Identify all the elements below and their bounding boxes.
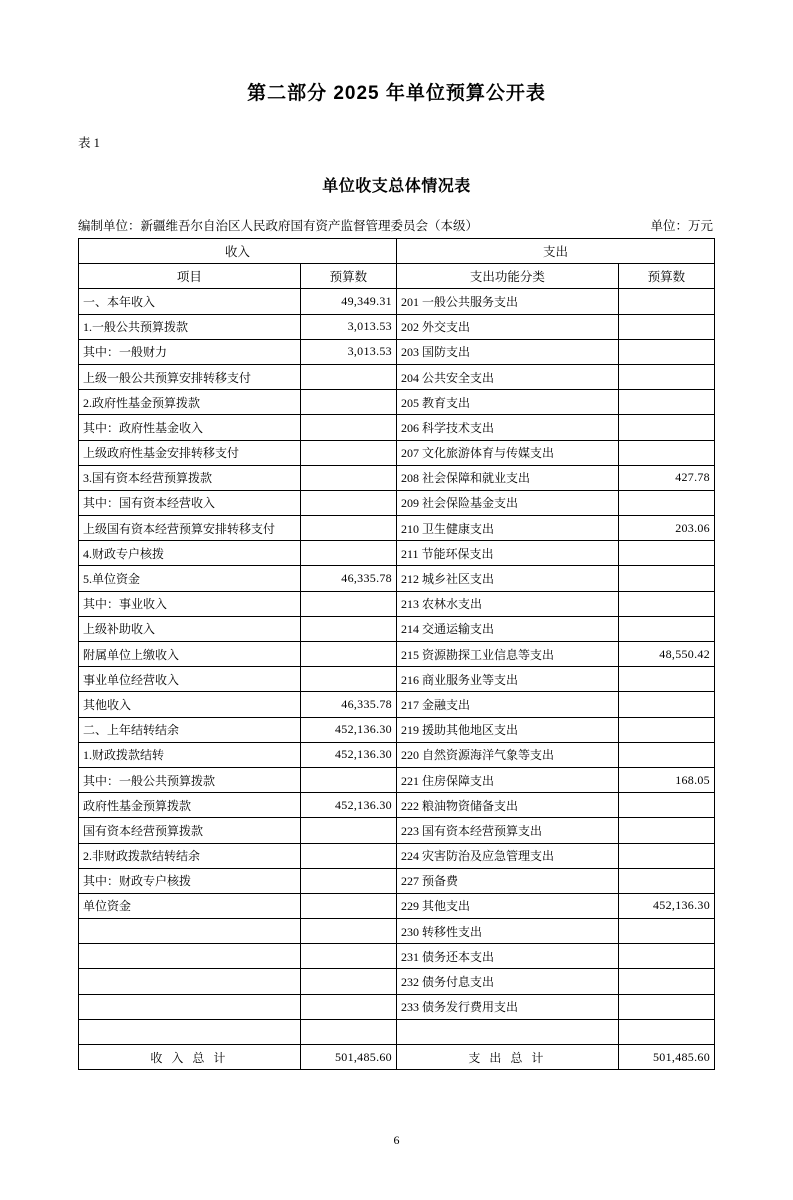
column-header-income-item: 项目 [79,264,301,289]
income-amount-cell [300,667,396,692]
expenditure-amount-cell [618,591,714,616]
table-row [79,314,715,339]
expenditure-amount-cell [618,994,714,1019]
expenditure-amount-cell [618,717,714,742]
income-item-cell: 上级一般公共预算安排转移支付 [79,364,301,389]
table-row [79,843,715,868]
expenditure-item-cell: 208 社会保障和就业支出 [396,465,618,490]
expenditure-item-cell: 215 资源勘探工业信息等支出 [396,642,618,667]
income-amount-cell [300,994,396,1019]
table-meta [78,216,715,234]
table-row [79,667,715,692]
expenditure-amount-cell [618,339,714,364]
table-row [79,1019,715,1044]
income-amount-cell: 452,136.30 [300,717,396,742]
expenditure-item-cell: 201 一般公共服务支出 [396,289,618,314]
expenditure-item-cell: 231 债务还本支出 [396,944,618,969]
column-header-income-amount: 预算数 [300,264,396,289]
income-amount-cell [300,541,396,566]
expenditure-amount-cell [618,490,714,515]
table-head [79,239,715,289]
table-row [79,717,715,742]
expenditure-amount-cell [618,868,714,893]
expenditure-item-cell: 230 转移性支出 [396,919,618,944]
table-row [79,415,715,440]
income-item-cell: 上级政府性基金安排转移支付 [79,440,301,465]
income-item-cell: 2.非财政拨款结转结余 [79,843,301,868]
income-amount-cell [300,390,396,415]
expenditure-item-cell: 202 外交支出 [396,314,618,339]
table-row [79,793,715,818]
expenditure-amount-cell [618,440,714,465]
expenditure-item-cell: 206 科学技术支出 [396,415,618,440]
income-item-cell: 1.财政拨款结转 [79,742,301,767]
table-row [79,440,715,465]
table-row [79,944,715,969]
expenditure-amount-cell [618,793,714,818]
page-title: 第二部分 2025 年单位预算公开表 [247,83,546,104]
total-amount-expenditure: 501,485.60 [618,1045,714,1070]
budget-table [78,238,715,1070]
income-amount-cell [300,364,396,389]
expenditure-item-cell: 227 预备费 [396,868,618,893]
expenditure-amount-cell [618,969,714,994]
income-amount-cell [300,944,396,969]
income-item-cell: 上级国有资本经营预算安排转移支付 [79,516,301,541]
expenditure-item-cell: 224 灾害防治及应急管理支出 [396,843,618,868]
table-row [79,364,715,389]
expenditure-item-cell: 229 其他支出 [396,893,618,918]
income-item-cell: 1.一般公共预算拨款 [79,314,301,339]
expenditure-item-cell: 233 债务发行费用支出 [396,994,618,1019]
table-row [79,390,715,415]
income-amount-cell: 3,013.53 [300,314,396,339]
income-amount-cell [300,969,396,994]
income-item-cell: 其中：国有资本经营收入 [79,490,301,515]
expenditure-amount-cell: 427.78 [618,465,714,490]
table-row [79,541,715,566]
table-group-header-row [79,239,715,264]
expenditure-item-cell: 216 商业服务业等支出 [396,667,618,692]
table-row [79,591,715,616]
table-label: 表 1 [78,136,100,150]
expenditure-amount-cell [618,692,714,717]
table-row [79,616,715,641]
table-body [79,289,715,1045]
table-total-row [79,1045,715,1070]
income-amount-cell [300,516,396,541]
expenditure-item-cell: 203 国防支出 [396,339,618,364]
table-row [79,767,715,792]
income-amount-cell: 452,136.30 [300,742,396,767]
expenditure-amount-cell [618,667,714,692]
income-item-cell: 一、本年收入 [79,289,301,314]
group-header-expenditure: 支出 [396,239,714,264]
expenditure-amount-cell [618,415,714,440]
income-amount-cell [300,818,396,843]
expenditure-amount-cell [618,919,714,944]
expenditure-item-cell: 211 节能环保支出 [396,541,618,566]
expenditure-amount-cell [618,818,714,843]
table-row [79,919,715,944]
income-item-cell: 二、上年结转结余 [79,717,301,742]
table-row [79,818,715,843]
expenditure-amount-cell [618,390,714,415]
expenditure-amount-cell: 203.06 [618,516,714,541]
expenditure-amount-cell [618,1019,714,1044]
table-row [79,868,715,893]
expenditure-item-cell: 221 住房保障支出 [396,767,618,792]
table-row [79,893,715,918]
income-amount-cell: 46,335.78 [300,566,396,591]
expenditure-item-cell: 205 教育支出 [396,390,618,415]
expenditure-amount-cell: 168.05 [618,767,714,792]
income-item-cell [79,1019,301,1044]
expenditure-item-cell: 209 社会保险基金支出 [396,490,618,515]
expenditure-amount-cell [618,843,714,868]
income-amount-cell [300,642,396,667]
income-item-cell [79,919,301,944]
expenditure-item-cell: 232 债务付息支出 [396,969,618,994]
table-row [79,289,715,314]
income-amount-cell [300,843,396,868]
income-amount-cell: 49,349.31 [300,289,396,314]
income-amount-cell: 452,136.30 [300,793,396,818]
total-amount-income: 501,485.60 [300,1045,396,1070]
expenditure-amount-cell: 452,136.30 [618,893,714,918]
expenditure-item-cell: 219 援助其他地区支出 [396,717,618,742]
expenditure-amount-cell [618,364,714,389]
expenditure-amount-cell [618,616,714,641]
table-row [79,742,715,767]
income-amount-cell [300,893,396,918]
income-item-cell: 其中：一般财力 [79,339,301,364]
expenditure-item-cell: 213 农林水支出 [396,591,618,616]
expenditure-item-cell: 214 交通运输支出 [396,616,618,641]
document-page [0,78,793,1200]
income-amount-cell [300,490,396,515]
income-item-cell: 其中：一般公共预算拨款 [79,767,301,792]
income-item-cell: 政府性基金预算拨款 [79,793,301,818]
expenditure-amount-cell: 48,550.42 [618,642,714,667]
page-number: 6 [393,1133,400,1147]
income-item-cell: 2.政府性基金预算拨款 [79,390,301,415]
income-item-cell: 其他收入 [79,692,301,717]
income-item-cell: 其中：财政专户核拨 [79,868,301,893]
total-label-income: 收 入 总 计 [79,1045,301,1070]
table-row [79,339,715,364]
table-row [79,490,715,515]
expenditure-item-cell: 222 粮油物资储备支出 [396,793,618,818]
table-row [79,516,715,541]
income-item-cell [79,994,301,1019]
expenditure-item-cell: 217 金融支出 [396,692,618,717]
income-amount-cell [300,1019,396,1044]
table-row [79,566,715,591]
expenditure-amount-cell [618,742,714,767]
expenditure-item-cell [396,1019,618,1044]
income-item-cell: 国有资本经营预算拨款 [79,818,301,843]
table-row [79,969,715,994]
expenditure-amount-cell [618,566,714,591]
table-row [79,692,715,717]
income-amount-cell [300,868,396,893]
table-row [79,465,715,490]
group-header-income: 收入 [79,239,397,264]
expenditure-amount-cell [618,541,714,566]
expenditure-item-cell: 212 城乡社区支出 [396,566,618,591]
income-amount-cell: 3,013.53 [300,339,396,364]
expenditure-item-cell: 210 卫生健康支出 [396,516,618,541]
income-item-cell: 3.国有资本经营预算拨款 [79,465,301,490]
income-amount-cell [300,616,396,641]
total-label-expenditure: 支 出 总 计 [396,1045,618,1070]
expenditure-item-cell: 207 文化旅游体育与传媒支出 [396,440,618,465]
expenditure-amount-cell [618,289,714,314]
income-amount-cell [300,767,396,792]
income-item-cell [79,969,301,994]
compiler-unit: 编制单位：新疆维吾尔自治区人民政府国有资产监督管理委员会（本级） [78,219,479,233]
income-item-cell [79,944,301,969]
expenditure-item-cell: 220 自然资源海洋气象等支出 [396,742,618,767]
income-item-cell: 事业单位经营收入 [79,667,301,692]
income-amount-cell [300,415,396,440]
expenditure-amount-cell [618,944,714,969]
amount-unit: 单位：万元 [650,219,713,233]
income-item-cell: 4.财政专户核拨 [79,541,301,566]
table-foot [79,1045,715,1070]
income-amount-cell [300,465,396,490]
income-item-cell: 其中：事业收入 [79,591,301,616]
income-amount-cell: 46,335.78 [300,692,396,717]
income-amount-cell [300,440,396,465]
table-row [79,642,715,667]
table-column-header-row [79,264,715,289]
expenditure-item-cell: 223 国有资本经营预算支出 [396,818,618,843]
table-title: 单位收支总体情况表 [322,178,471,195]
income-amount-cell [300,591,396,616]
income-item-cell: 其中：政府性基金收入 [79,415,301,440]
table-row [79,994,715,1019]
column-header-expenditure-amount: 预算数 [618,264,714,289]
column-header-expenditure-item: 支出功能分类 [396,264,618,289]
income-item-cell: 5.单位资金 [79,566,301,591]
expenditure-amount-cell [618,314,714,339]
income-item-cell: 附属单位上缴收入 [79,642,301,667]
income-item-cell: 单位资金 [79,893,301,918]
expenditure-item-cell: 204 公共安全支出 [396,364,618,389]
income-amount-cell [300,919,396,944]
income-item-cell: 上级补助收入 [79,616,301,641]
